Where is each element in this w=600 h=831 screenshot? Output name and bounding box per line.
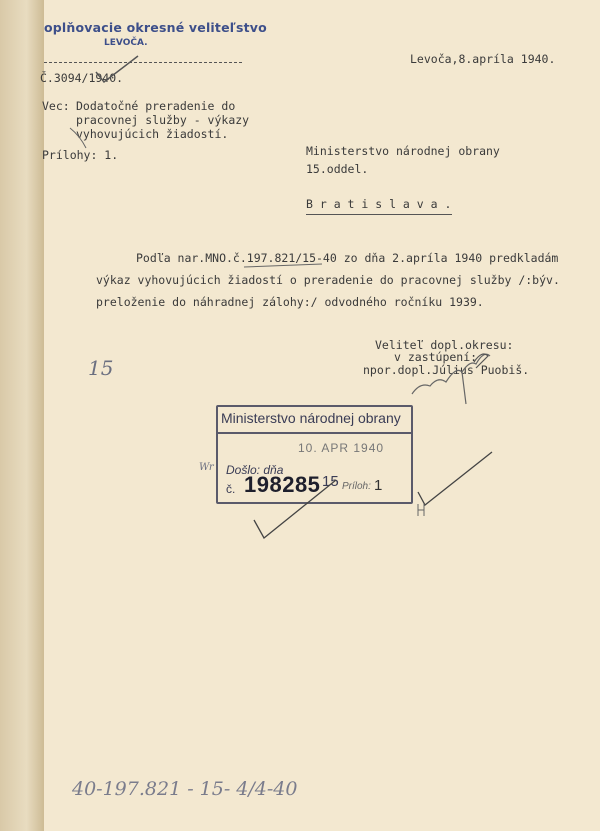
office-stamp-line1: oplňovacie okresné veliteľstvo [44, 20, 267, 35]
place-date: Levoča,8.apríla 1940. [410, 52, 556, 66]
recipient-city: B r a t i s l a v a . [306, 197, 452, 211]
signature-line-2: v zastúpení: [394, 350, 478, 364]
subject-label: Vec: [42, 99, 70, 113]
stamp-side-note: Wr [199, 462, 214, 473]
recipient-line-2: 15.oddel. [306, 162, 369, 176]
reference-number: Č.3094/1940. [40, 71, 124, 85]
h-mark [418, 504, 424, 516]
received-stamp-title: Ministerstvo národnej obrany [221, 410, 401, 426]
subject-line-1: Dodatočné preradenie do [76, 99, 236, 113]
check-mark-icon [70, 128, 86, 148]
subject-line-3: vyhovujúcich žiadostí. [76, 127, 229, 141]
bottom-note: 40-197.821 - 15- 4/4-40 [72, 778, 298, 800]
check-mark-icon [254, 480, 336, 538]
signature-line-1: Veliteľ dopl.okresu: [375, 338, 514, 352]
received-stamp-number: 198285 [244, 472, 321, 497]
check-mark-icon [418, 452, 492, 505]
signature-line-3: npor.dopl.Július Puobiš. [363, 363, 530, 377]
received-stamp-doslo: Došlo: dňa [226, 463, 284, 477]
received-stamp-dept: 15 [322, 473, 339, 490]
received-stamp-date: 10. APR 1940 [298, 441, 385, 455]
signature-scribble [412, 354, 490, 404]
signature-flourish [474, 354, 488, 368]
received-stamp-attachments-value: 1 [374, 477, 383, 494]
check-mark-icon [96, 56, 138, 82]
recipient-line-1: Ministerstvo národnej obrany [306, 144, 500, 158]
body-line-3: preloženie do náhradnej zálohy:/ odvodného ročníku 1939. [96, 295, 484, 309]
body-line-1: Podľa nar.MNO.č.197.821/15-40 zo dňa 2.apríla 1940 predkladám [136, 251, 559, 265]
margin-note: 15 [88, 356, 114, 380]
subject-line-2: pracovnej služby - výkazy [76, 113, 250, 127]
body-line-2: výkaz vyhovujúcich žiadostí o preradenie do pracovnej služby /:býv. [96, 273, 560, 287]
received-stamp-number-prefix: č. [226, 482, 236, 496]
received-stamp-attachments-label: Príloh: [342, 481, 371, 492]
attachments: Prílohy: 1. [42, 148, 119, 162]
underline-mark [244, 264, 322, 267]
office-stamp-line2: LEVOČA. [104, 38, 148, 48]
